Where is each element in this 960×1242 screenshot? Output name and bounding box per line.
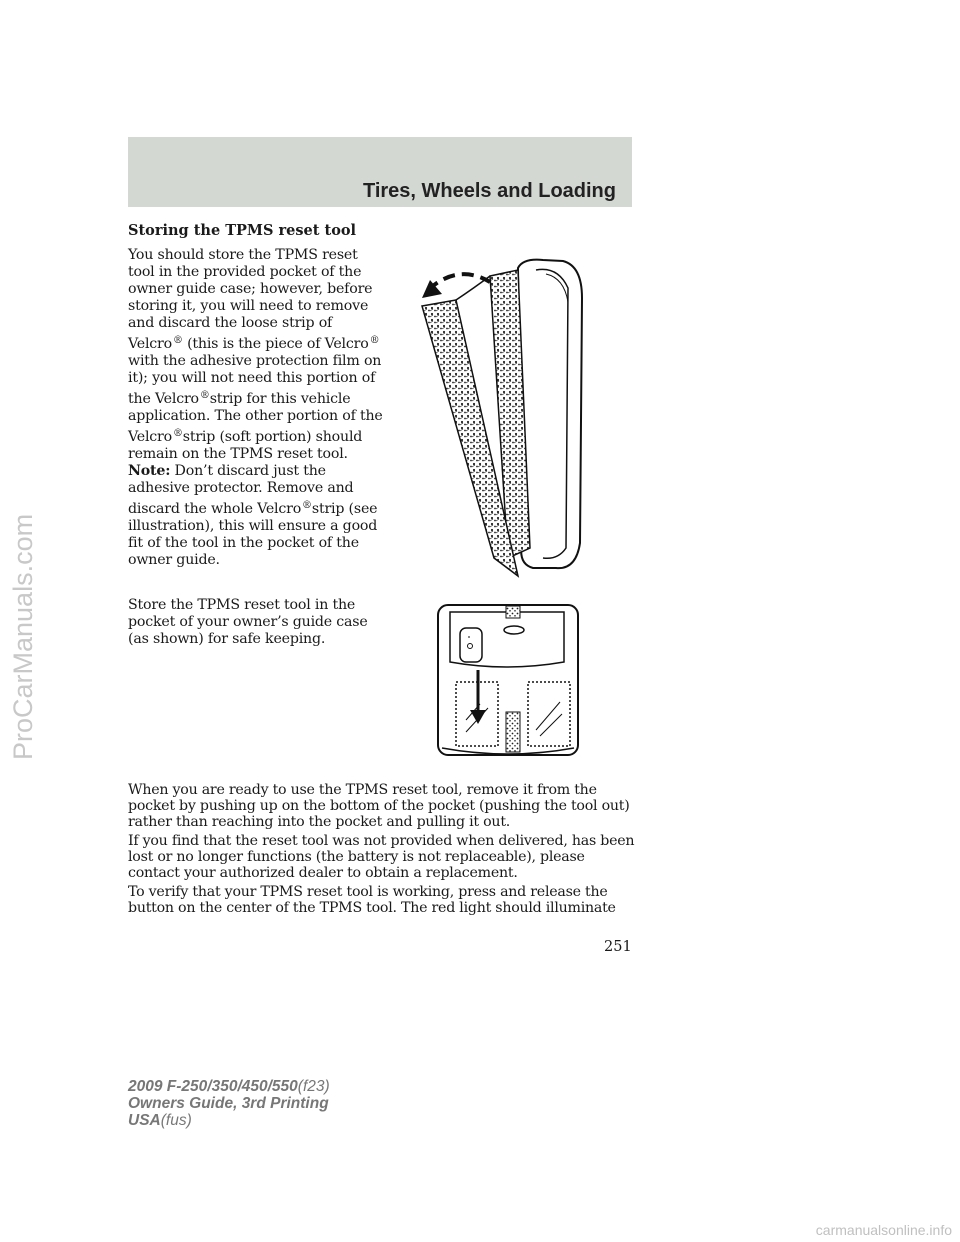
text-span: strip (soft portion) should <box>182 429 363 445</box>
section-heading: Storing the TPMS reset tool <box>128 222 357 239</box>
paragraph-verify: To verify that your TPMS reset tool is working, press and release the button on the center of the TPMS tool. The red light should illuminate <box>128 884 616 916</box>
text-line: tool in the provided pocket of the <box>128 264 362 280</box>
header-band <box>128 137 632 207</box>
flap-velcro <box>506 606 520 618</box>
text-span: strip for this vehicle <box>209 391 351 407</box>
text-line <box>128 332 383 353</box>
text-span: strip (see <box>311 501 378 517</box>
text-line: it); you will not need this portion of <box>128 370 376 386</box>
text-line: storing it, you will need to remove <box>128 298 369 314</box>
footer <box>128 1078 330 1129</box>
text-line: with the adhesive protection film on <box>128 353 382 369</box>
text-line: fit of the tool in the pocket of the <box>128 535 359 551</box>
page-number: 251 <box>604 939 632 955</box>
velcro-removal-illustration <box>418 258 584 580</box>
section-title: Tires, Wheels and Loading <box>362 180 616 202</box>
text-span: (this is the piece of Velcro <box>182 336 369 352</box>
text-line: illustration), this will ensure a good <box>128 518 378 534</box>
footer-line <box>128 1112 330 1129</box>
side-watermark: ProCarManuals.com <box>8 513 38 760</box>
tpms-tool <box>460 628 482 662</box>
bottom-watermark: carmanualsonline.info <box>815 1222 952 1238</box>
paragraph-storing-instructions <box>128 247 383 569</box>
pocket-velcro <box>506 712 520 752</box>
text-line: owner guide case; however, before <box>128 281 373 297</box>
text-span: Velcro <box>128 429 172 445</box>
text-line: remain on the TPMS reset tool. <box>128 446 348 462</box>
registered-mark: ® <box>302 500 312 511</box>
footer-region-code: (fus) <box>160 1112 192 1129</box>
registered-mark: ® <box>369 335 380 346</box>
text-line: (as shown) for safe keeping. <box>128 631 326 647</box>
text-line: owner guide. <box>128 552 220 568</box>
text-line <box>128 425 383 446</box>
text-line: Store the TPMS reset tool in the <box>128 597 356 613</box>
footer-line <box>128 1078 330 1095</box>
footer-printing: Owners Guide, 3rd Printing <box>128 1095 329 1112</box>
text-line: adhesive protector. Remove and <box>128 480 354 496</box>
registered-mark: ® <box>172 428 183 439</box>
paragraph-store-tool <box>128 597 368 648</box>
text-span: the Velcro <box>128 391 199 407</box>
note-label: Note: <box>128 463 171 479</box>
registered-mark: ® <box>199 390 210 401</box>
text-span: Don’t discard just the <box>170 463 326 479</box>
footer-model-code: (f23) <box>297 1078 330 1095</box>
text-line: application. The other portion of the <box>128 408 383 424</box>
text-line <box>128 387 383 408</box>
registered-mark: ® <box>172 335 183 346</box>
footer-region: USA <box>128 1112 161 1129</box>
paragraph-replacement: If you find that the reset tool was not provided when delivered, has been lost or no longer functions (the battery is not replaceable), please contact your authorized dealer to obtain a replacement. <box>128 833 635 881</box>
text-line: pocket of your owner’s guide case <box>128 614 368 630</box>
rotation-arrowhead <box>422 280 442 298</box>
text-line: and discard the loose strip of <box>128 315 333 331</box>
footer-model: 2009 F-250/350/450/550 <box>128 1078 298 1095</box>
paragraph-remove-tool: When you are ready to use the TPMS reset tool, remove it from the pocket by pushing up on the bottom of the pocket (pushing the tool out) rather than reaching into the pocket and pulling it out. <box>128 782 630 830</box>
text-span: discard the whole Velcro <box>128 501 302 517</box>
text-line <box>128 497 383 518</box>
owner-guide-case-illustration <box>436 602 584 760</box>
text-span: Velcro <box>128 336 172 352</box>
text-line: You should store the TPMS reset <box>128 247 358 263</box>
note-line <box>128 463 383 480</box>
